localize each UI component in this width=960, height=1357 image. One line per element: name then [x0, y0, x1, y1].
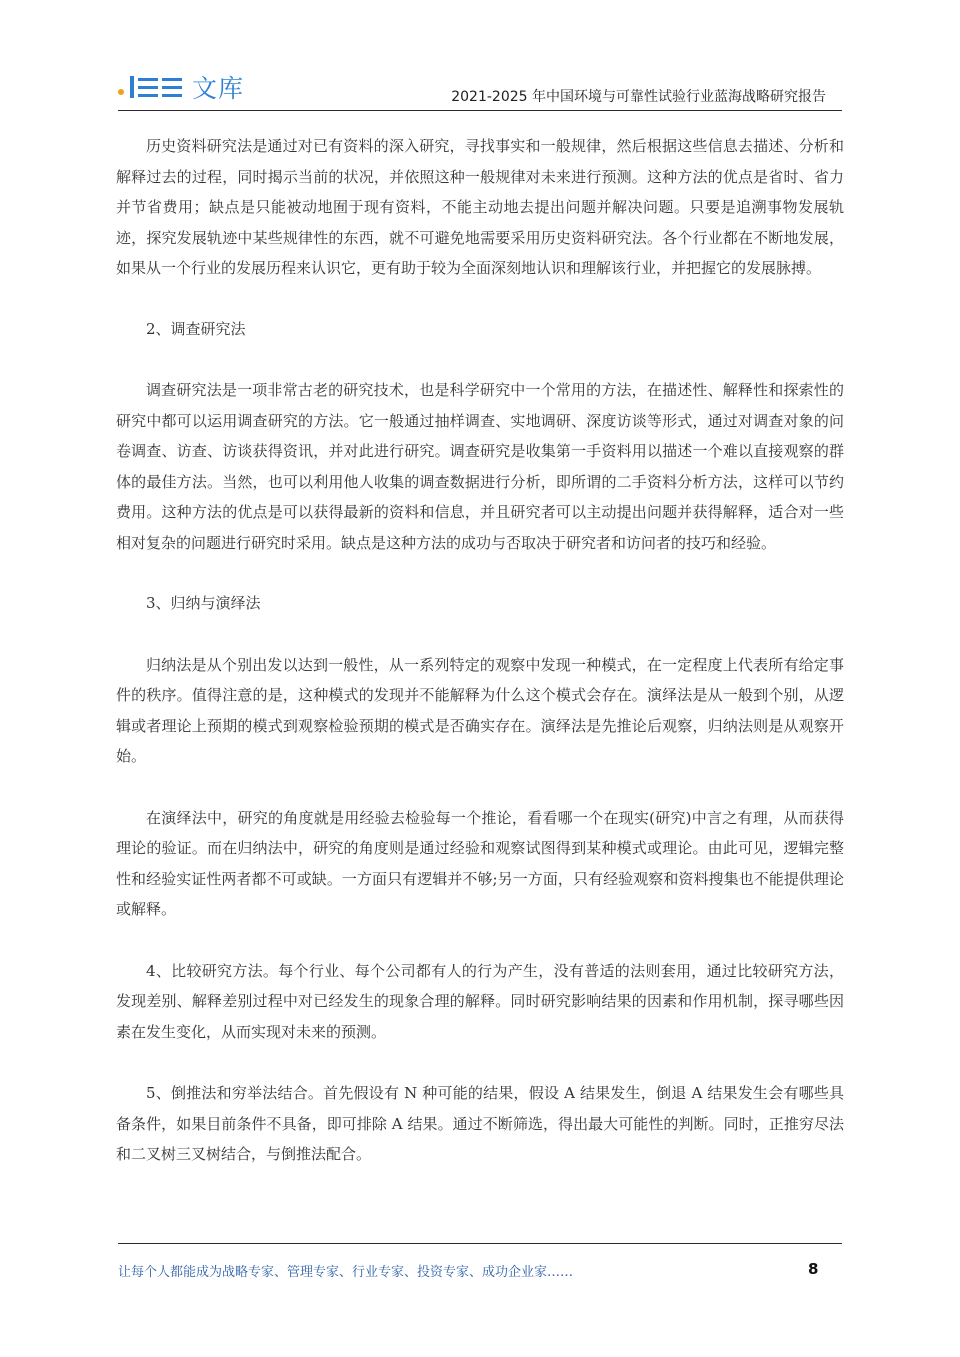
footer-slogan-prefix: 让每个人都能成为 [118, 1265, 223, 1280]
logo [118, 72, 244, 102]
footer-divider [118, 1243, 842, 1244]
logo-text: 文库 [192, 74, 245, 103]
paragraph-survey-method: 调查研究法是一项非常古老的研究技术，也是科学研究中一个常用的方法，在描述性、解释性和探索性的研究中都可以运用调查研究的方法。它一般通过抽样调查、实地调研、深度访谈等形式，通过对调查对象的问卷调查、访查、访谈获得资讯，并对此进行研究。调查研究是收集第一手资料用以描述一个难以直接观察的群体的最佳方法。当然，也可以利用他人收集的调查数据进行分析，即所谓的二手资料分析方法，这样可以节约费用。这种方法的优点是可以获得最新的资料和信息，并且研究者可以主动提出问题并获得解释，适合对一些相对复杂的问题进行研究时采用。缺点是这种方法的成功与否取决于研究者和访问者的技巧和经验。 [116, 381, 844, 552]
page-header [118, 66, 842, 111]
paragraph-deduction: 在演绎法中，研究的角度就是用经验去检验每一个推论，看看哪一个在现实(研究)中言之有理，从而获得理论的验证。而在归纳法中，研究的角度则是通过经验和观察试图得到某种模式或理论。由此可见，逻辑完整性和经验实证性两者都不可或缺。一方面只有逻辑并不够;另一方面，只有经验观察和资料搜集也不能提供理论或解释。 [116, 808, 844, 918]
paragraph-historical-method: 历史资料研究法是通过对已有资料的深入研究，寻找事实和一般规律，然后根据这些信息去描述、分析和解释过去的过程，同时揭示当前的状况，并依照这种一般规律对未来进行预测。这种方法的优点是省时、省力并节省费用；缺点是只能被动地囿于现有资料，不能主动地去提出问题并解决问题。只要是追溯事物发展轨迹，探究发展轨迹中某些规律性的东西，就不可避免地需要采用历史资料研究法。各个行业都在不断地发展，如果从一个行业的发展历程来认识它，更有助于较为全面深刻地认识和理解该行业，并把握它的发展脉搏。 [116, 137, 844, 277]
paragraph-backward-reasoning: 5、倒推法和穷举法结合。首先假设有 N 种可能的结果，假设 A 结果发生，倒退 A 结果发生会有哪些具备条件，如果目前条件不具备，即可排除 A 结果。通过不断筛选，得出最大可能性的判断。同时，正推穷尽法和二叉树三叉树结合，与倒推法配合。 [116, 1084, 844, 1163]
paragraph-comparative-method: 4、比较研究方法。每个行业、每个公司都有人的行为产生，没有普适的法则套用，通过比较研究方法，发现差别、解释差别过程中对已经发生的现象合理的解释。同时研究影响结果的因素和作用机制，探寻哪些因素在发生变化，从而实现对未来的预测。 [116, 961, 844, 1041]
logo-mark-icon [130, 76, 186, 98]
page-body [116, 131, 844, 1170]
footer-slogan [118, 1261, 573, 1280]
report-title: 2021-2025 年中国环境与可靠性试验行业蓝海战略研究报告 [451, 89, 826, 105]
footer-slogan-roles: 战略专家、管理专家、行业专家、投资专家、成功企业家…… [222, 1265, 574, 1280]
heading-survey-method: 2、调查研究法 [146, 319, 246, 338]
heading-induction-deduction: 3、归纳与演绎法 [146, 594, 261, 612]
paragraph-induction: 归纳法是从个别出发以达到一般性，从一系列特定的观察中发现一种模式，在一定程度上代表所有给定事件的秩序。值得注意的是，这种模式的发现并不能解释为什么这个模式会存在。演绎法是从一般到个别，从逻辑或者理论上预期的模式到观察检验预期的模式是否确实存在。演绎法是先推论后观察，归纳法则是从观察开始。 [116, 655, 844, 765]
logo-dot [118, 89, 124, 95]
page-number: 8 [808, 1260, 819, 1278]
